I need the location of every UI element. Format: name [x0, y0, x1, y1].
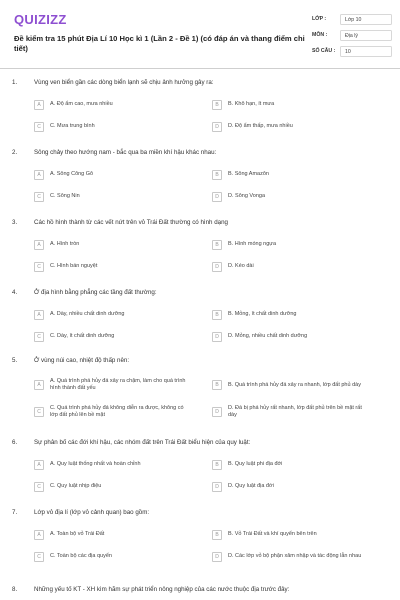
option-letter: A [34, 240, 44, 250]
option-b[interactable] [212, 457, 364, 472]
option-letter: C [34, 332, 44, 342]
question-number: 1. [12, 79, 18, 86]
question-4 [0, 288, 400, 344]
option-letter: A [34, 460, 44, 470]
question-number: 5. [12, 357, 18, 364]
option-d[interactable] [212, 119, 364, 134]
option-letter: C [34, 552, 44, 562]
option-text: C. Quá trình phá hủy đá không diễn ra được, không có lớp đất phủ lên bề mặt [50, 405, 184, 418]
option-b[interactable] [212, 527, 364, 542]
question-1 [0, 78, 400, 134]
option-b[interactable] [212, 167, 364, 182]
option-c[interactable] [34, 119, 186, 134]
option-letter: D [212, 552, 222, 562]
option-b[interactable] [212, 237, 364, 252]
option-text: B. Khô hạn, ít mưa [228, 101, 275, 107]
option-text: C. Toàn bộ các địa quyển [50, 553, 112, 559]
option-letter: B [212, 460, 222, 470]
option-letter: D [212, 407, 222, 417]
option-text: D. Mỏng, nhiều chất dinh dưỡng [228, 333, 308, 339]
option-letter: A [34, 170, 44, 180]
option-text: C. Dày, ít chất dinh dưỡng [50, 333, 115, 339]
option-d[interactable] [212, 259, 364, 274]
option-text: A. Toàn bộ vỏ Trái Đất [50, 531, 105, 537]
option-text: B. Quá trình phá hủy đá xảy ra nhanh, lớp đất phủ dày [228, 381, 361, 388]
option-letter: A [34, 310, 44, 320]
option-letter: D [212, 192, 222, 202]
option-letter: C [34, 407, 44, 417]
question-7 [0, 508, 400, 564]
worksheet-header [0, 0, 400, 68]
meta-subject [312, 28, 392, 42]
option-b[interactable] [212, 375, 364, 395]
option-letter: B [212, 100, 222, 110]
question-number: 8. [12, 586, 18, 593]
header-divider [0, 68, 400, 69]
class-value: Lớp 10 [340, 14, 392, 25]
option-letter: D [212, 332, 222, 342]
option-text: A. Quy luật thống nhất và hoàn chỉnh [50, 461, 141, 467]
option-a[interactable] [34, 167, 186, 182]
option-text: C. Mưa trung bình [50, 123, 95, 129]
option-a[interactable] [34, 457, 186, 472]
option-text: B. Mỏng, ít chất dinh dưỡng [228, 311, 297, 317]
question-8 [0, 585, 400, 595]
subject-label: MÔN : [312, 32, 328, 38]
option-d[interactable] [212, 329, 364, 344]
option-letter: B [212, 240, 222, 250]
option-d[interactable] [212, 189, 364, 204]
count-value: 10 [340, 46, 392, 57]
option-text: A. Sông Công Gô [50, 171, 94, 177]
option-letter: B [212, 530, 222, 540]
option-letter: D [212, 482, 222, 492]
option-text: A. Độ ẩm cao, mưa nhiều [50, 101, 113, 107]
question-text: Sông chảy theo hướng nam - bắc qua ba miền khí hậu khác nhau: [34, 149, 217, 156]
option-a[interactable] [34, 307, 186, 322]
question-6 [0, 438, 400, 494]
quizizz-logo: QUIZIZZ [14, 12, 67, 27]
option-a[interactable] [34, 97, 186, 112]
option-letter: B [212, 310, 222, 320]
question-2 [0, 148, 400, 204]
option-text: A. Dày, nhiều chất dinh dưỡng [50, 311, 125, 317]
option-letter: D [212, 262, 222, 272]
option-c[interactable] [34, 402, 186, 422]
worksheet-meta [312, 12, 392, 60]
option-b[interactable] [212, 307, 364, 322]
count-label: SỐ CÂU : [312, 48, 336, 54]
question-text: Lớp vỏ địa lí (lớp vỏ cảnh quan) bao gồm: [34, 509, 150, 516]
question-text: Vùng ven biển gần các dòng biển lạnh sẽ chịu ảnh hưởng gây ra: [34, 79, 214, 86]
option-c[interactable] [34, 259, 186, 274]
option-a[interactable] [34, 527, 186, 542]
option-c[interactable] [34, 189, 186, 204]
question-text: Những yếu tố KT - XH kìm hãm sự phát triển nông nghiệp của các nước thuộc địa trước đây: [34, 586, 290, 593]
option-text: D. Độ ẩm thấp, mưa nhiều [228, 123, 293, 129]
option-letter: A [34, 380, 44, 390]
option-text: D. Các lớp vỏ bộ phận xâm nhập và tác động lẫn nhau [228, 553, 362, 559]
question-number: 3. [12, 219, 18, 226]
meta-count [312, 44, 392, 58]
option-letter: C [34, 122, 44, 132]
option-text: B. Vỏ Trái Đất và khí quyển bên trên [228, 531, 317, 537]
question-number: 4. [12, 289, 18, 296]
option-d[interactable] [212, 402, 364, 422]
option-text: C. Sông Nin [50, 193, 80, 199]
option-text: B. Quy luật phi địa đới [228, 461, 283, 467]
option-text: D. Sông Vonga [228, 193, 266, 199]
option-c[interactable] [34, 479, 186, 494]
question-number: 7. [12, 509, 18, 516]
option-text: B. Hình móng ngựa [228, 241, 277, 247]
option-text: C. Hình bán nguyệt [50, 263, 98, 269]
question-text: Ở vùng núi cao, nhiệt độ thấp nên: [34, 357, 130, 364]
option-letter: B [212, 380, 222, 390]
option-text: C. Quy luật nhịp điệu [50, 483, 102, 489]
question-text: Ở địa hình bằng phẳng các tầng đất thường: [34, 289, 157, 296]
class-label: LỚP : [312, 16, 327, 22]
question-text: Sự phân bố các đới khí hậu, các nhóm đất trên Trái Đất biểu hiện của quy luật: [34, 439, 251, 446]
option-letter: C [34, 192, 44, 202]
option-text: D. Quy luật địa đới [228, 483, 274, 489]
option-a[interactable] [34, 237, 186, 252]
worksheet-title: Đề kiểm tra 15 phút Địa Lí 10 Học kì 1 (Lần 2 - Đề 1) (có đáp án và thang điểm chi tiết) [14, 34, 305, 53]
meta-class [312, 12, 392, 26]
question-number: 2. [12, 149, 18, 156]
option-text: A. Quá trình phá hủy đá xảy ra chậm, làm cho quá trình hình thành đất yếu [50, 378, 186, 391]
question-5 [0, 356, 400, 422]
option-letter: C [34, 262, 44, 272]
question-number: 6. [12, 439, 18, 446]
option-text: B. Sông Amazôn [228, 171, 269, 177]
option-c[interactable] [34, 549, 186, 564]
option-text: D. Kéo dài [228, 263, 254, 269]
option-c[interactable] [34, 329, 186, 344]
option-letter: B [212, 170, 222, 180]
question-3 [0, 218, 400, 274]
option-text: D. Đá bị phá hủy rất nhanh, lớp đất phủ trên bề mặt rất dày [228, 405, 362, 418]
option-text: A. Hình tròn [50, 241, 80, 247]
option-letter: D [212, 122, 222, 132]
option-letter: A [34, 530, 44, 540]
option-b[interactable] [212, 97, 364, 112]
option-letter: C [34, 482, 44, 492]
option-letter: A [34, 100, 44, 110]
subject-value: Địa lý [340, 30, 392, 41]
question-text: Các hồ hình thành từ các vết nứt trên vỏ Trái Đất thường có hình dạng [34, 219, 228, 226]
option-a[interactable] [34, 375, 186, 395]
option-d[interactable] [212, 549, 364, 564]
option-d[interactable] [212, 479, 364, 494]
